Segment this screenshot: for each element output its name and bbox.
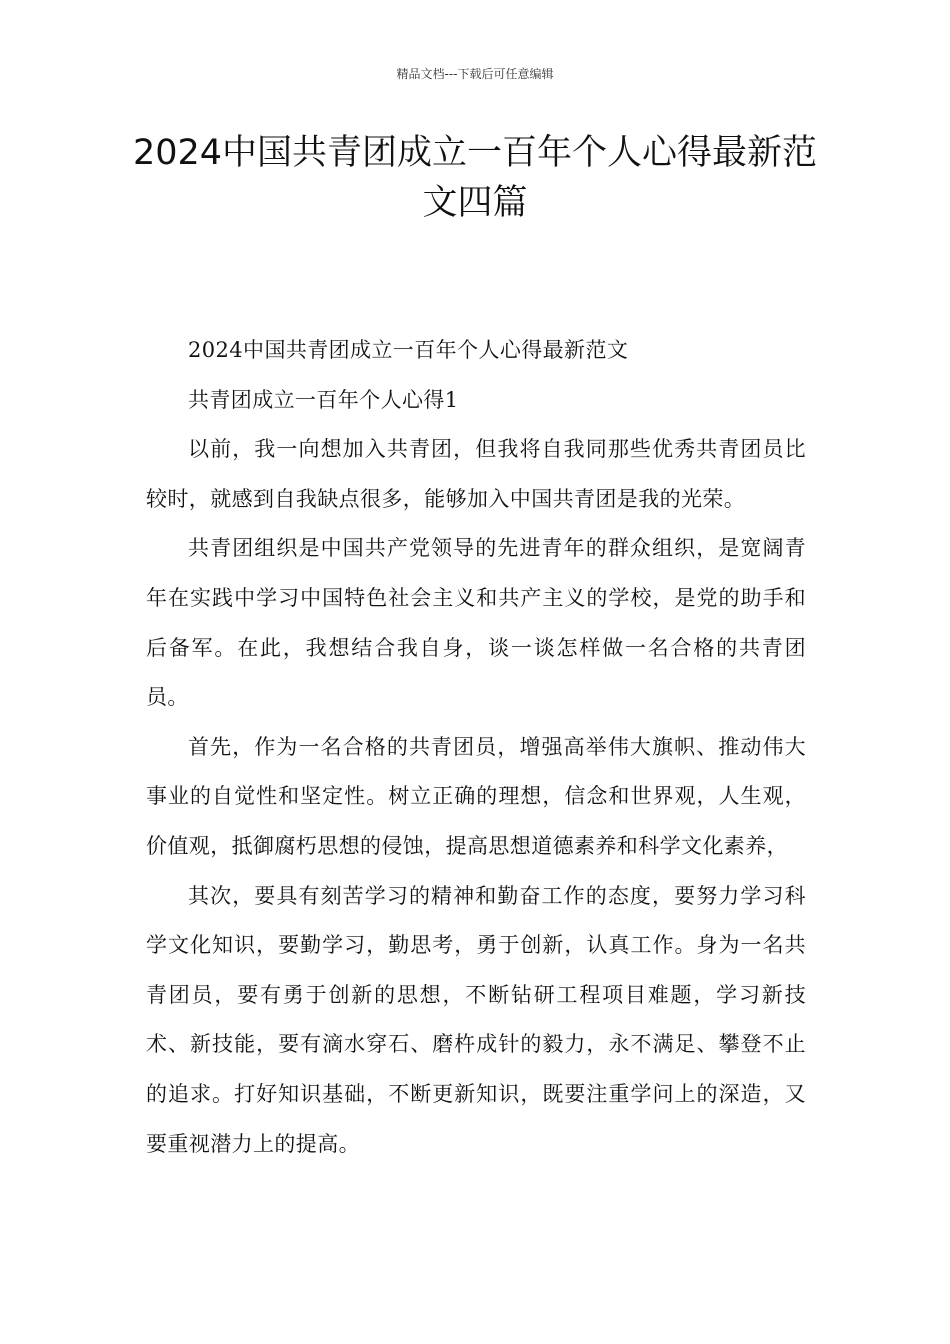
paragraph: 以前，我一向想加入共青团，但我将自我同那些优秀共青团员比较时，就感到自我缺点很多，能够加入中国共青团是我的光荣。 bbox=[146, 437, 806, 511]
paragraph: 其次，要具有刻苦学习的精神和勤奋工作的态度，要努力学习科学文化知识，要勤学习，勤思考，勇于创新，认真工作。身为一名共青团员，要有勇于创新的思想，不断钻研工程项目难题，学习新技术、新技能，要有滴水穿石、磨杵成针的毅力，永不满足、攀登不止的追求。打好知识基础，不断更新知识，既要注重学问上的深造，又要重视潜力上的提高。 bbox=[146, 883, 806, 1156]
document-body bbox=[146, 326, 806, 1169]
paragraph: 首先，作为一名合格的共青团员，增强高举伟大旗帜、推动伟大事业的自觉性和坚定性。树立正确的理想，信念和世界观，人生观，价值观，抵御腐朽思想的侵蚀，提高思想道德素养和科学文化素养， bbox=[146, 734, 806, 858]
header-note: 精品文档---下载后可任意编辑 bbox=[396, 67, 554, 81]
paragraph-section-heading: 共青团成立一百年个人心得1 bbox=[188, 387, 459, 412]
paragraph-subtitle: 2024中国共青团成立一百年个人心得最新范文 bbox=[188, 338, 629, 362]
paragraph: 共青团组织是中国共产党领导的先进青年的群众组织，是宽阔青年在实践中学习中国特色社会主义和共产主义的学校，是党的助手和后备军。在此，我想结合我自身，谈一谈怎样做一名合格的共青团员。 bbox=[146, 536, 806, 710]
document-title: 2024中国共青团成立一百年个人心得最新范文四篇 bbox=[132, 133, 818, 223]
